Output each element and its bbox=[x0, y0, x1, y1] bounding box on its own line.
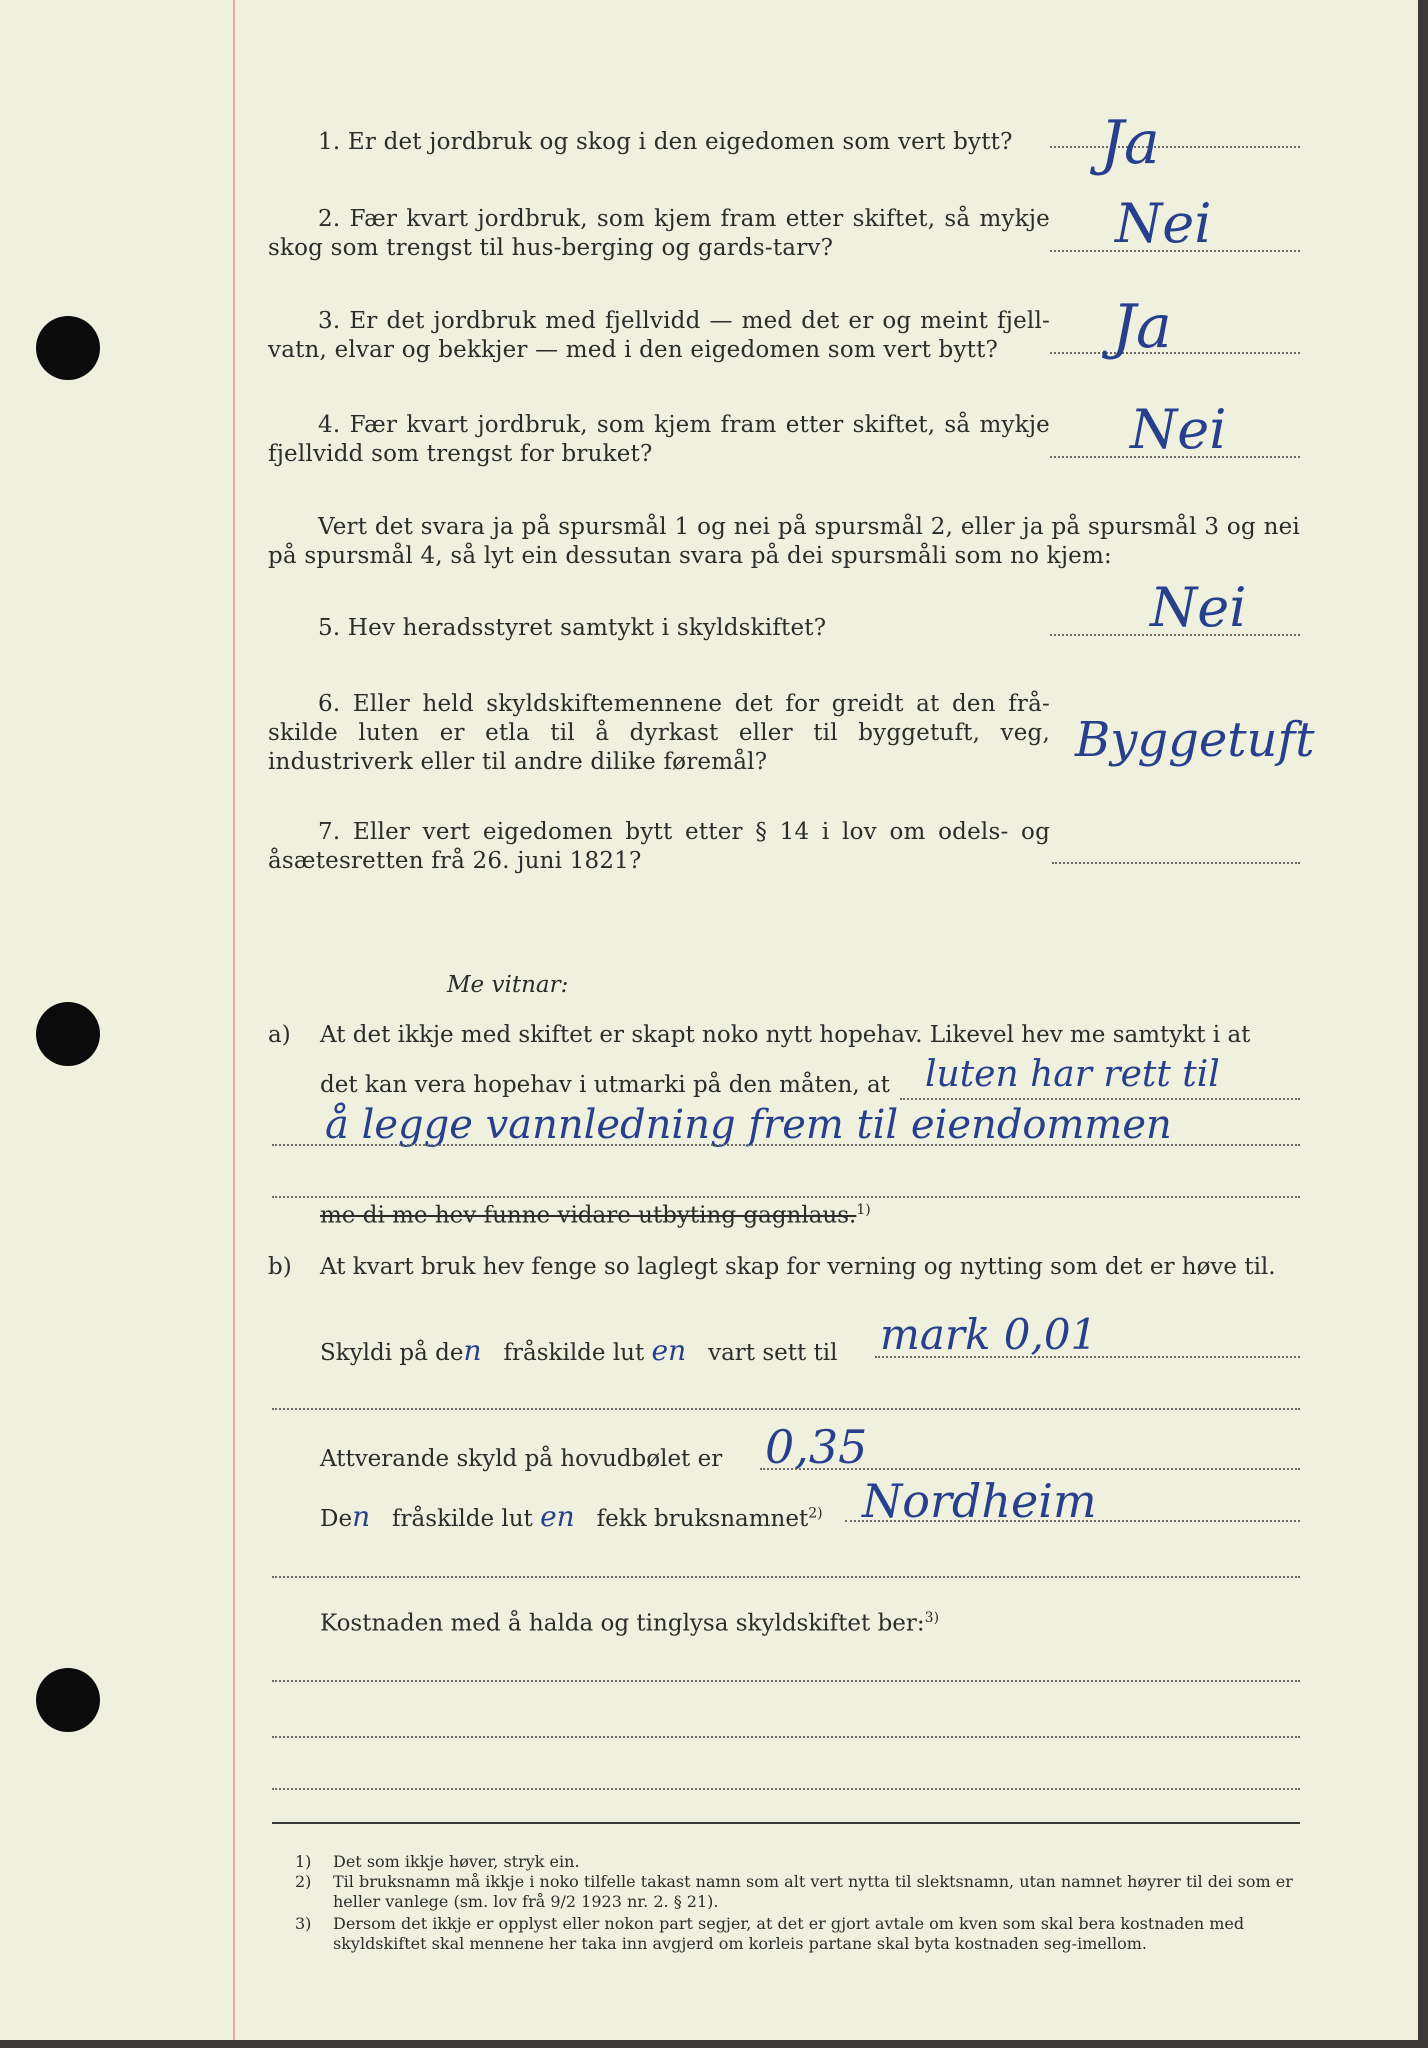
question-text: Er det jordbruk og skog i den eigedomen som vert bytt? bbox=[347, 129, 1013, 155]
footnote-1 bbox=[295, 1852, 1305, 1872]
question-text: Fær kvart jordbruk, som kjem fram etter skiftet, så mykje fjellvidd som trengst for bruket? bbox=[268, 412, 1050, 467]
handwritten-en: en bbox=[540, 1500, 575, 1533]
answer-line bbox=[272, 1576, 1300, 1578]
question-text: Er det jordbruk med fjellvidd — med det er og meint fjell-vatn, elvar og bekkjer — med i den eigedomen som vert bytt? bbox=[268, 308, 1050, 363]
margin-line bbox=[233, 0, 235, 2040]
answer-line bbox=[272, 1788, 1300, 1790]
instruction: Vert det svara ja på spursmål 1 og nei på spursmål 2, eller ja på spursmål 3 og nei på spursmål 4, så lyt ein dessutan svara på dei spursmåli som no kjem: bbox=[268, 514, 1300, 569]
witness-heading: Me vitnar: bbox=[447, 972, 569, 998]
question-2 bbox=[268, 205, 1050, 263]
item-a-label: a) bbox=[268, 1022, 291, 1048]
item-a-handwriting-1: luten har rett til bbox=[925, 1054, 1220, 1095]
answer-line bbox=[272, 1680, 1300, 1682]
footnote-text: Det som ikkje høver, stryk ein. bbox=[333, 1852, 580, 1871]
answer-line bbox=[272, 1144, 1300, 1146]
answer-line bbox=[760, 1468, 1300, 1470]
question-number: 1. bbox=[318, 129, 341, 155]
answer-2: Nei bbox=[1115, 192, 1212, 255]
punch-hole bbox=[36, 1668, 100, 1732]
question-7 bbox=[268, 818, 1050, 876]
attverande-label: Attverande skyld på hovudbølet er bbox=[320, 1446, 723, 1472]
punch-hole bbox=[36, 316, 100, 380]
question-number: 7. bbox=[318, 819, 341, 845]
answer-line bbox=[875, 1356, 1300, 1358]
footnote-text: Dersom det ikkje er opplyst eller nokon part segjer, at det er gjort avtale om kven som skal bera kostnaden med skyldskiftet skal mennene her taka inn avgjerd om korleis partane skal byta kostnaden seg-imellom. bbox=[333, 1914, 1245, 1953]
item-a-struck bbox=[320, 1202, 871, 1229]
bruksnamn-handwriting: Nordheim bbox=[862, 1474, 1097, 1528]
divider bbox=[272, 1822, 1300, 1824]
answer-3: Ja bbox=[1112, 292, 1172, 362]
handwritten-n: n bbox=[352, 1500, 371, 1533]
instruction-text bbox=[268, 513, 1300, 571]
footnote-ref: 3) bbox=[924, 1610, 940, 1626]
struck-text: me di me hev funne vidare utbyting gagnlaus. bbox=[320, 1202, 857, 1229]
den-post: fekk bruksnamnet bbox=[596, 1506, 809, 1532]
answer-line bbox=[1050, 146, 1300, 148]
kostnad-text: Kostnaden med å halda og tinglysa skyldskiftet ber: bbox=[320, 1610, 925, 1637]
answer-line bbox=[845, 1520, 1300, 1522]
answer-line bbox=[272, 1736, 1300, 1738]
answer-line bbox=[272, 1196, 1300, 1198]
question-number: 2. bbox=[318, 206, 341, 232]
question-6 bbox=[268, 690, 1050, 777]
footnote-2 bbox=[295, 1872, 1305, 1912]
answer-line bbox=[1052, 862, 1300, 864]
den-pre: De bbox=[320, 1506, 353, 1532]
question-text: Fær kvart jordbruk, som kjem fram etter skiftet, så mykje skog som trengst til hus-berging og gards-tarv? bbox=[268, 206, 1050, 261]
question-number: 3. bbox=[318, 308, 341, 334]
item-b-label: b) bbox=[268, 1254, 292, 1280]
answer-4: Nei bbox=[1130, 398, 1227, 461]
footnote-text: Til bruksnamn må ikkje i noko tilfelle takast namn som alt vert nytta til slektsnamn, utan namnet høyrer til dei som er heller vanlege (sm. lov frå 9/2 1923 nr. 2. § 21). bbox=[333, 1872, 1293, 1911]
item-a-handwriting-2: å legge vannledning frem til eiendommen bbox=[325, 1102, 1172, 1148]
question-text: Hev heradsstyret samtykt i skyldskiftet? bbox=[347, 615, 827, 641]
question-1 bbox=[268, 128, 1050, 157]
answer-line bbox=[1050, 352, 1300, 354]
answer-line bbox=[272, 1408, 1300, 1410]
question-number: 4. bbox=[318, 412, 341, 438]
answer-5: Nei bbox=[1150, 576, 1247, 639]
item-b-line: At kvart bruk hev fenge so laglegt skap for verning og nytting som det er høve til. bbox=[320, 1254, 1276, 1280]
skyld-line bbox=[320, 1334, 838, 1367]
answer-6: Byggetuft bbox=[1075, 712, 1315, 768]
footnote-mark: 2) bbox=[295, 1872, 312, 1891]
answer-line bbox=[900, 1098, 1300, 1100]
item-a-line1: At det ikkje med skiftet er skapt noko nytt hopehav. Likevel hev me samtykt i at bbox=[320, 1022, 1251, 1048]
footnote-3 bbox=[295, 1914, 1305, 1954]
kostnad-label bbox=[320, 1610, 939, 1637]
footnote-ref: 2) bbox=[808, 1505, 823, 1522]
question-5 bbox=[268, 614, 1050, 643]
question-text: Eller held skyldskiftemennene det for greidt at den frå-skilde luten er etla til å dyrkast eller til byggetuft, veg, industriverk eller til andre dilike føremål? bbox=[268, 691, 1050, 775]
attverande-handwriting: 0,35 bbox=[765, 1420, 868, 1474]
question-text: Eller vert eigedomen bytt etter § 14 i lov om odels- og åsætesretten frå 26. juni 1821? bbox=[268, 819, 1050, 874]
skyld-pre: Skyldi på de bbox=[320, 1340, 464, 1366]
footnote-mark: 1) bbox=[295, 1852, 312, 1871]
den-mid: fråskilde lut bbox=[392, 1506, 533, 1532]
handwritten-en: en bbox=[651, 1334, 687, 1367]
punch-hole bbox=[36, 1002, 100, 1066]
question-number: 5. bbox=[318, 615, 341, 641]
bruksnamn-line bbox=[320, 1500, 823, 1533]
question-number: 6. bbox=[318, 691, 341, 717]
skyld-mid: fråskilde lut bbox=[503, 1340, 645, 1366]
handwritten-n: n bbox=[463, 1334, 482, 1367]
item-a-line2: det kan vera hopehav i utmarki på den måten, at bbox=[320, 1072, 890, 1098]
question-3 bbox=[268, 307, 1050, 365]
question-4 bbox=[268, 411, 1050, 469]
footnote-mark: 3) bbox=[295, 1914, 312, 1933]
skyld-post: vart sett til bbox=[708, 1340, 838, 1366]
skyld-handwriting: mark 0,01 bbox=[880, 1310, 1098, 1359]
footnote-ref: 1) bbox=[856, 1202, 871, 1218]
answer-1: Ja bbox=[1100, 108, 1160, 178]
